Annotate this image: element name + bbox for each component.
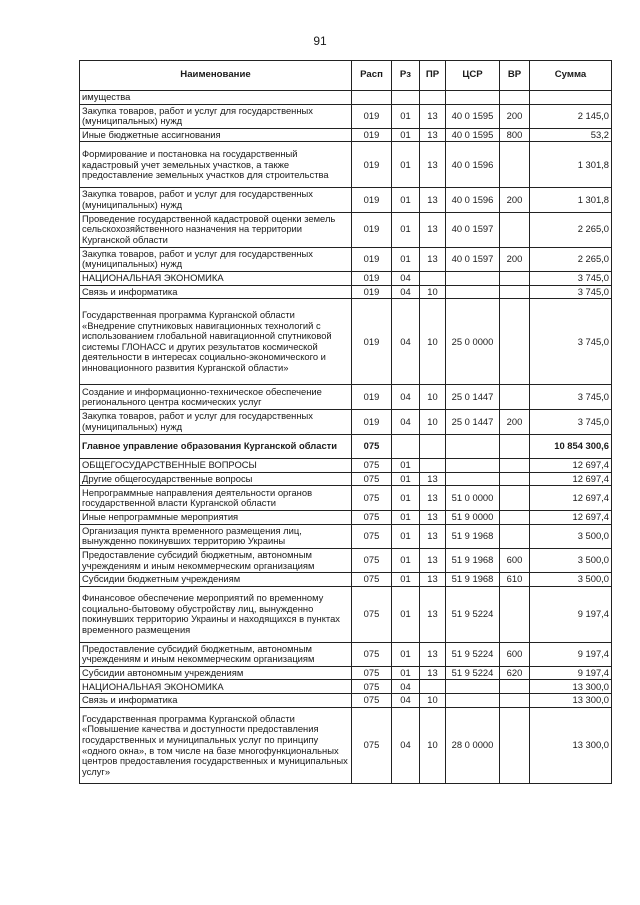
cell-rasp: 075 bbox=[352, 434, 392, 458]
cell-name: Главное управление образования Курганской области bbox=[80, 434, 352, 458]
cell-rz: 04 bbox=[392, 680, 420, 694]
cell-name: Связь и информатика bbox=[80, 285, 352, 299]
cell-rasp: 019 bbox=[352, 385, 392, 410]
cell-vr bbox=[500, 142, 530, 188]
cell-rasp: 019 bbox=[352, 285, 392, 299]
cell-rz: 04 bbox=[392, 708, 420, 784]
cell-rasp: 075 bbox=[352, 642, 392, 666]
cell-vr: 200 bbox=[500, 247, 530, 271]
cell-pr: 13 bbox=[420, 247, 446, 271]
cell-rz: 04 bbox=[392, 410, 420, 434]
cell-rasp: 075 bbox=[352, 708, 392, 784]
table-row bbox=[80, 91, 612, 105]
table-row bbox=[80, 524, 612, 548]
cell-vr bbox=[500, 385, 530, 410]
cell-name: Государственная программа Курганской области «Внедрение спутниковых навигационных технологий с использованием глобальной навигационной спутниковой системы ГЛОНАСС и других результатов космической деятельности в интересах социально-экономического и инновационного развития Курганской области» bbox=[80, 299, 352, 385]
cell-csr: 40 0 1595 bbox=[446, 104, 500, 128]
cell-pr: 13 bbox=[420, 212, 446, 247]
cell-sum: 12 697,4 bbox=[530, 511, 612, 525]
cell-vr: 620 bbox=[500, 666, 530, 680]
cell-csr bbox=[446, 458, 500, 472]
cell-sum: 3 745,0 bbox=[530, 299, 612, 385]
cell-csr: 40 0 1597 bbox=[446, 212, 500, 247]
cell-csr: 51 0 0000 bbox=[446, 486, 500, 511]
cell-vr bbox=[500, 708, 530, 784]
cell-pr: 13 bbox=[420, 511, 446, 525]
cell-csr: 51 9 1968 bbox=[446, 548, 500, 572]
cell-name: Другие общегосударственные вопросы bbox=[80, 472, 352, 486]
cell-rasp: 075 bbox=[352, 586, 392, 642]
cell-name: Создание и информационно-техническое обеспечение регионального центра космических услуг bbox=[80, 385, 352, 410]
cell-csr: 51 9 1968 bbox=[446, 524, 500, 548]
cell-csr: 51 9 0000 bbox=[446, 511, 500, 525]
cell-vr: 600 bbox=[500, 642, 530, 666]
table-row bbox=[80, 666, 612, 680]
cell-csr: 51 9 5224 bbox=[446, 586, 500, 642]
cell-rz: 01 bbox=[392, 573, 420, 587]
cell-rasp: 075 bbox=[352, 472, 392, 486]
header-sum: Сумма bbox=[530, 61, 612, 91]
cell-vr: 610 bbox=[500, 573, 530, 587]
header-pr: ПР bbox=[420, 61, 446, 91]
cell-rz: 04 bbox=[392, 299, 420, 385]
cell-csr bbox=[446, 91, 500, 105]
cell-csr: 28 0 0000 bbox=[446, 708, 500, 784]
cell-rz bbox=[392, 91, 420, 105]
header-name: Наименование bbox=[80, 61, 352, 91]
cell-rasp: 075 bbox=[352, 524, 392, 548]
cell-rz: 01 bbox=[392, 586, 420, 642]
cell-vr bbox=[500, 285, 530, 299]
cell-vr bbox=[500, 586, 530, 642]
cell-sum: 2 265,0 bbox=[530, 212, 612, 247]
cell-pr: 10 bbox=[420, 694, 446, 708]
table-row bbox=[80, 188, 612, 212]
cell-csr: 51 9 5224 bbox=[446, 666, 500, 680]
cell-name: Предоставление субсидий бюджетным, автономным учреждениям и иным некоммерческим организациям bbox=[80, 548, 352, 572]
table-row bbox=[80, 486, 612, 511]
cell-vr bbox=[500, 511, 530, 525]
cell-name: НАЦИОНАЛЬНАЯ ЭКОНОМИКА bbox=[80, 271, 352, 285]
cell-pr: 10 bbox=[420, 385, 446, 410]
cell-rz: 01 bbox=[392, 212, 420, 247]
cell-rasp: 019 bbox=[352, 410, 392, 434]
cell-rasp: 075 bbox=[352, 458, 392, 472]
cell-rz: 01 bbox=[392, 104, 420, 128]
table-row bbox=[80, 128, 612, 142]
cell-name: имущества bbox=[80, 91, 352, 105]
cell-vr bbox=[500, 694, 530, 708]
table-row bbox=[80, 142, 612, 188]
cell-rasp: 075 bbox=[352, 680, 392, 694]
cell-csr bbox=[446, 434, 500, 458]
cell-sum: 53,2 bbox=[530, 128, 612, 142]
cell-vr bbox=[500, 680, 530, 694]
table-row bbox=[80, 247, 612, 271]
cell-vr bbox=[500, 212, 530, 247]
cell-pr: 13 bbox=[420, 524, 446, 548]
table-row bbox=[80, 694, 612, 708]
cell-rasp: 075 bbox=[352, 666, 392, 680]
cell-rz: 01 bbox=[392, 472, 420, 486]
cell-pr: 13 bbox=[420, 548, 446, 572]
table-row bbox=[80, 708, 612, 784]
cell-csr: 51 9 5224 bbox=[446, 642, 500, 666]
cell-pr bbox=[420, 434, 446, 458]
cell-name: Субсидии автономным учреждениям bbox=[80, 666, 352, 680]
cell-sum: 3 745,0 bbox=[530, 385, 612, 410]
cell-vr bbox=[500, 91, 530, 105]
cell-csr bbox=[446, 285, 500, 299]
cell-rz: 01 bbox=[392, 247, 420, 271]
header-rz: Рз bbox=[392, 61, 420, 91]
cell-rz: 04 bbox=[392, 271, 420, 285]
table-row bbox=[80, 680, 612, 694]
cell-rasp: 019 bbox=[352, 188, 392, 212]
table-row bbox=[80, 271, 612, 285]
table-row bbox=[80, 299, 612, 385]
page-number: 91 bbox=[313, 34, 327, 48]
cell-pr: 13 bbox=[420, 104, 446, 128]
cell-sum bbox=[530, 91, 612, 105]
cell-sum: 3 745,0 bbox=[530, 271, 612, 285]
cell-vr bbox=[500, 458, 530, 472]
cell-sum: 9 197,4 bbox=[530, 666, 612, 680]
cell-name: Иные непрограммные мероприятия bbox=[80, 511, 352, 525]
cell-csr: 40 0 1597 bbox=[446, 247, 500, 271]
cell-pr: 13 bbox=[420, 666, 446, 680]
cell-rz: 01 bbox=[392, 666, 420, 680]
cell-pr bbox=[420, 680, 446, 694]
cell-pr: 13 bbox=[420, 586, 446, 642]
cell-rasp: 019 bbox=[352, 212, 392, 247]
cell-pr: 10 bbox=[420, 285, 446, 299]
cell-csr bbox=[446, 472, 500, 486]
cell-csr: 25 0 1447 bbox=[446, 385, 500, 410]
cell-pr: 13 bbox=[420, 573, 446, 587]
cell-name: Проведение государственной кадастровой оценки земель сельскохозяйственного назначения на территории Курганской области bbox=[80, 212, 352, 247]
cell-rasp: 019 bbox=[352, 247, 392, 271]
cell-rasp: 019 bbox=[352, 128, 392, 142]
cell-rz: 01 bbox=[392, 642, 420, 666]
cell-csr: 51 9 1968 bbox=[446, 573, 500, 587]
cell-name: Связь и информатика bbox=[80, 694, 352, 708]
cell-rasp: 019 bbox=[352, 271, 392, 285]
cell-pr: 10 bbox=[420, 410, 446, 434]
header-vr: ВР bbox=[500, 61, 530, 91]
cell-name: Закупка товаров, работ и услуг для государственных (муниципальных) нужд bbox=[80, 188, 352, 212]
cell-name: Непрограммные направления деятельности органов государственной власти Курганской области bbox=[80, 486, 352, 511]
table-row bbox=[80, 410, 612, 434]
cell-pr: 13 bbox=[420, 472, 446, 486]
cell-sum: 3 500,0 bbox=[530, 548, 612, 572]
cell-name: Закупка товаров, работ и услуг для государственных (муниципальных) нужд bbox=[80, 247, 352, 271]
table-row bbox=[80, 642, 612, 666]
cell-sum: 3 500,0 bbox=[530, 573, 612, 587]
cell-csr: 40 0 1595 bbox=[446, 128, 500, 142]
cell-name: Организация пункта временного размещения лиц, вынужденно покинувших территорию Украины bbox=[80, 524, 352, 548]
cell-rz: 04 bbox=[392, 285, 420, 299]
cell-pr: 10 bbox=[420, 299, 446, 385]
cell-vr: 200 bbox=[500, 104, 530, 128]
cell-sum: 1 301,8 bbox=[530, 142, 612, 188]
cell-rasp bbox=[352, 91, 392, 105]
cell-csr: 25 0 1447 bbox=[446, 410, 500, 434]
cell-sum: 10 854 300,6 bbox=[530, 434, 612, 458]
cell-name: ОБЩЕГОСУДАРСТВЕННЫЕ ВОПРОСЫ bbox=[80, 458, 352, 472]
cell-sum: 2 145,0 bbox=[530, 104, 612, 128]
cell-pr: 13 bbox=[420, 188, 446, 212]
table-body bbox=[80, 91, 612, 784]
cell-csr bbox=[446, 694, 500, 708]
cell-name: Закупка товаров, работ и услуг для государственных (муниципальных) нужд bbox=[80, 410, 352, 434]
cell-rasp: 075 bbox=[352, 486, 392, 511]
cell-vr bbox=[500, 299, 530, 385]
cell-vr bbox=[500, 524, 530, 548]
cell-rz: 01 bbox=[392, 548, 420, 572]
cell-sum: 9 197,4 bbox=[530, 642, 612, 666]
table-row bbox=[80, 104, 612, 128]
table-row bbox=[80, 458, 612, 472]
cell-sum: 2 265,0 bbox=[530, 247, 612, 271]
cell-pr: 13 bbox=[420, 128, 446, 142]
cell-rasp: 075 bbox=[352, 511, 392, 525]
table-row bbox=[80, 385, 612, 410]
budget-table bbox=[79, 60, 612, 784]
cell-vr bbox=[500, 434, 530, 458]
table-row bbox=[80, 285, 612, 299]
cell-rasp: 075 bbox=[352, 573, 392, 587]
cell-name: Иные бюджетные ассигнования bbox=[80, 128, 352, 142]
cell-rz: 01 bbox=[392, 128, 420, 142]
cell-sum: 13 300,0 bbox=[530, 680, 612, 694]
cell-sum: 13 300,0 bbox=[530, 708, 612, 784]
table-row bbox=[80, 548, 612, 572]
cell-pr: 13 bbox=[420, 142, 446, 188]
cell-sum: 13 300,0 bbox=[530, 694, 612, 708]
cell-vr: 600 bbox=[500, 548, 530, 572]
cell-rasp: 075 bbox=[352, 548, 392, 572]
cell-name: НАЦИОНАЛЬНАЯ ЭКОНОМИКА bbox=[80, 680, 352, 694]
table-row bbox=[80, 586, 612, 642]
cell-rz: 01 bbox=[392, 524, 420, 548]
cell-sum: 9 197,4 bbox=[530, 586, 612, 642]
cell-sum: 1 301,8 bbox=[530, 188, 612, 212]
cell-rasp: 019 bbox=[352, 104, 392, 128]
cell-sum: 3 745,0 bbox=[530, 410, 612, 434]
table-row bbox=[80, 573, 612, 587]
cell-pr: 10 bbox=[420, 708, 446, 784]
cell-rasp: 075 bbox=[352, 694, 392, 708]
table-row bbox=[80, 434, 612, 458]
cell-rz: 01 bbox=[392, 458, 420, 472]
cell-rz: 01 bbox=[392, 486, 420, 511]
cell-pr: 13 bbox=[420, 642, 446, 666]
cell-rz: 01 bbox=[392, 142, 420, 188]
cell-rz: 01 bbox=[392, 511, 420, 525]
table-row bbox=[80, 511, 612, 525]
table-header-row bbox=[80, 61, 612, 91]
cell-vr bbox=[500, 486, 530, 511]
cell-csr: 25 0 0000 bbox=[446, 299, 500, 385]
cell-name: Финансовое обеспечение мероприятий по временному социально-бытовому обустройству лиц, вынужденно покинувших территорию Украины и находящихся в пунктах временного размещения bbox=[80, 586, 352, 642]
cell-sum: 12 697,4 bbox=[530, 458, 612, 472]
cell-vr: 800 bbox=[500, 128, 530, 142]
header-csr: ЦСР bbox=[446, 61, 500, 91]
cell-vr: 200 bbox=[500, 410, 530, 434]
cell-name: Субсидии бюджетным учреждениям bbox=[80, 573, 352, 587]
cell-pr bbox=[420, 458, 446, 472]
cell-name: Государственная программа Курганской области «Повышение качества и доступности предоставления государственных и муниципальных услуг по принципу «одного окна», в том числе на базе многофункциональных центров предоставления государственных и муниципальных услуг» bbox=[80, 708, 352, 784]
cell-sum: 12 697,4 bbox=[530, 486, 612, 511]
cell-rz: 04 bbox=[392, 385, 420, 410]
cell-sum: 3 745,0 bbox=[530, 285, 612, 299]
cell-rz: 04 bbox=[392, 694, 420, 708]
header-rasp: Расп bbox=[352, 61, 392, 91]
cell-name: Формирование и постановка на государственный кадастровый учет земельных участков, а также предоставление земельных участков для строительства bbox=[80, 142, 352, 188]
cell-name: Закупка товаров, работ и услуг для государственных (муниципальных) нужд bbox=[80, 104, 352, 128]
cell-csr: 40 0 1596 bbox=[446, 142, 500, 188]
cell-vr bbox=[500, 472, 530, 486]
cell-csr: 40 0 1596 bbox=[446, 188, 500, 212]
cell-sum: 12 697,4 bbox=[530, 472, 612, 486]
cell-sum: 3 500,0 bbox=[530, 524, 612, 548]
cell-csr bbox=[446, 680, 500, 694]
cell-vr: 200 bbox=[500, 188, 530, 212]
cell-rz bbox=[392, 434, 420, 458]
cell-rasp: 019 bbox=[352, 142, 392, 188]
cell-rasp: 019 bbox=[352, 299, 392, 385]
cell-rz: 01 bbox=[392, 188, 420, 212]
cell-vr bbox=[500, 271, 530, 285]
cell-csr bbox=[446, 271, 500, 285]
table-row bbox=[80, 472, 612, 486]
cell-name: Предоставление субсидий бюджетным, автономным учреждениям и иным некоммерческим организациям bbox=[80, 642, 352, 666]
cell-pr: 13 bbox=[420, 486, 446, 511]
cell-pr bbox=[420, 271, 446, 285]
cell-pr bbox=[420, 91, 446, 105]
table-row bbox=[80, 212, 612, 247]
